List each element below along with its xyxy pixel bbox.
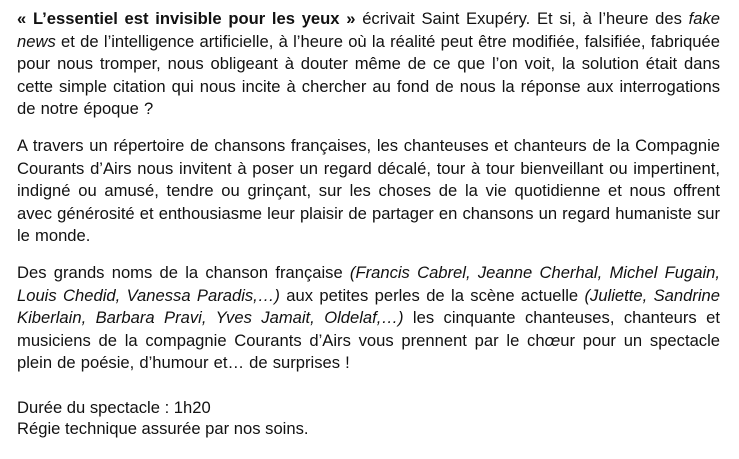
document-body xyxy=(17,8,720,389)
show-duration: Durée du spectacle : 1h20 xyxy=(17,398,211,417)
paragraph-artists: Des grands noms de la chanson française (Francis Cabrel, Jeanne Cherhal, Michel Fugain, Louis Chedid, Vanessa Paradis,…) aux petites perles de la scène actuelle (Juliette, Sandrine Kiberlain, Barbara Pravi, Yves Jamait, Oldelaf,…) les cinquante chanteuses, chanteurs et musiciens de la compagnie Courants d’Airs vous prennent par le chœur pour un spectacle plein de poésie, d’humour et… de surprises ! xyxy=(17,262,721,373)
artists-classic: (Francis Cabrel, Jeanne Cherhal, Michel Fugain, Louis Chedid, Vanessa Paradis,…) xyxy=(17,262,720,305)
quote: « L’essentiel est invisible pour les yeux » xyxy=(17,9,356,28)
show-details xyxy=(17,397,309,439)
paragraph-intro-text-b: et de l’intelligence artificielle, à l’heure où la réalité peut être modifiée, falsifiée, fabriquée pour nous tromper, nous obligeant à douter même de ce que l’on voit, la solution était dans cette simple citation qui nous incite à chercher au fond de nous la réponse aux interrogations de notre époque ? xyxy=(17,31,720,119)
oe-ligature: œ xyxy=(544,330,561,350)
technical-note: Régie technique assurée par nos soins. xyxy=(17,419,309,438)
artists-current: (Juliette, Sandrine Kiberlain, Barbara Pravi, Yves Jamait, Oldelaf,…) xyxy=(17,285,720,328)
paragraph-intro-italic: fake news xyxy=(17,9,721,51)
paragraph-repertoire: A travers un répertoire de chansons françaises, les chanteuses et chanteurs de la Compagnie Courants d’Airs nous invitent à poser un regard décalé, tour à tour bienveillant ou impertinent, indigné ou amusé, tendre ou grinçant, sur les choses de la vie quotidienne et nous offrent avec générosité et enthousiasme leur plaisir de partager en chansons un regard humaniste sur le monde. xyxy=(17,135,720,246)
paragraph-intro-text-a: écrivait Saint Exupéry. Et si, à l’heure des xyxy=(355,9,689,28)
paragraph-intro xyxy=(17,8,720,121)
